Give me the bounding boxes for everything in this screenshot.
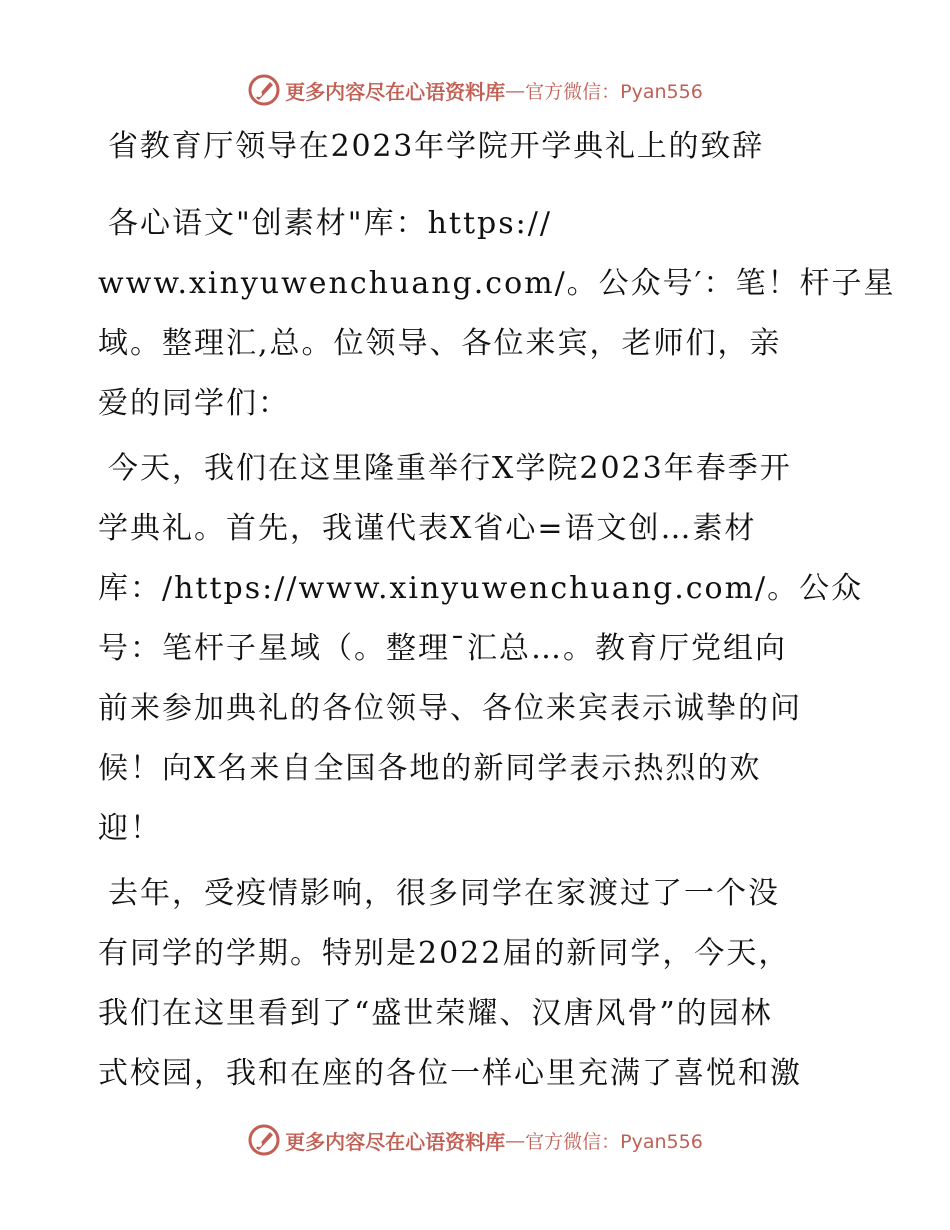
document-title: 省教育厅领导在2023年学院开学典礼上的致辞 xyxy=(108,129,764,164)
header-watermark xyxy=(0,70,950,110)
footer-watermark xyxy=(0,1120,950,1160)
paragraph-line: www.xinyuwenchuang.com/。公众号′：笔！杆子星 xyxy=(98,266,896,301)
watermark-separator: — xyxy=(505,1128,526,1152)
paragraph-line: 我们在这里看到了“盛世荣耀、汉唐风骨”的园林 xyxy=(98,996,773,1031)
watermark-contact: 官方微信：Pyan556 xyxy=(525,80,703,103)
paragraph xyxy=(98,194,896,434)
paragraph-line: 爱的同学们： xyxy=(98,386,290,421)
paragraph-line: 候！向X名来自全国各地的新同学表示热烈的欢 xyxy=(98,751,762,786)
paragraph-line: 去年，受疫情影响，很多同学在家渡过了一个没 xyxy=(108,876,780,911)
paragraph-line: 各心语文"创素材"库：https:// xyxy=(108,206,552,241)
quill-logo-icon xyxy=(247,73,281,107)
paragraph-line: 式校园，我和在座的各位一样心里充满了喜悦和激 xyxy=(98,1056,802,1091)
paragraph-line: 有同学的学期。特别是2022届的新同学，今天， xyxy=(98,936,791,971)
paragraph-line: 学典礼。首先，我谨代表X省心=语文创…素材 xyxy=(98,511,757,546)
watermark-text: 更多内容尽在心语资料库 xyxy=(285,1129,506,1154)
paragraph-line: 今天，我们在这里隆重举行X学院2023年春季开 xyxy=(108,451,792,486)
paragraph-line: 前来参加典礼的各位领导、各位来宾表示诚挚的问 xyxy=(98,691,802,726)
watermark-separator: — xyxy=(505,78,526,102)
watermark-contact: 官方微信：Pyan556 xyxy=(525,1130,703,1153)
watermark-text: 更多内容尽在心语资料库 xyxy=(285,79,506,104)
paragraph-line: 迎！ xyxy=(98,811,162,846)
document-body xyxy=(98,122,896,1109)
paragraph xyxy=(98,864,850,1104)
paragraph-line: 域。整理汇,总。位领导、各位来宾，老师们，亲 xyxy=(98,326,782,361)
paragraph-line: 库：/https://www.xinyuwenchuang.com/。公众 xyxy=(98,571,864,606)
paragraph xyxy=(98,439,864,859)
quill-logo-icon xyxy=(247,1123,281,1157)
paragraph-line: 号：笔杆子星域（。整理¯汇总…。教育厅党组向 xyxy=(98,631,787,666)
